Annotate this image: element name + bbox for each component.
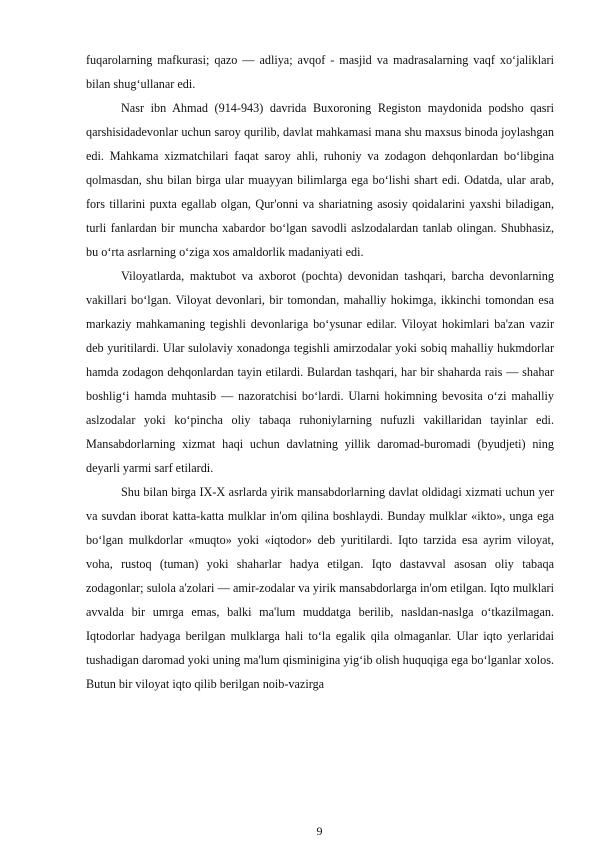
paragraph-continuation: fuqarolarning mafkurasi; qazo — adliya; avqof - masjid va madrasalarning vaqf xo‘jaliklari bilan shug‘ullanar edi.	[86, 53, 554, 91]
document-body	[86, 48, 554, 696]
page-number: 9	[316, 824, 323, 838]
paragraph-iqto: Shu bilan birga IX-X asrlarda yirik mansabdorlarning davlat oldidagi xizmati uchun yer va suvdan iborat katta-katta mulklar in'om qilina boshlaydi. Bunday mulklar «ikto», unga ega bo‘lgan mulkdorlar «muqto» yoki «iqtodor» deb yuritilardi. Iqto tarzida esa ayrim viloyat, voha, rustoq (tuman) yoki shaharlar hadya etilgan. Iqto dastavval asosan oliy tabaqa zodagonlar; sulola a'zolari — amir-zodalar va yirik mansabdorlarga in'om etilgan. Iqto mulklari avvalda bir umrga emas, balki ma'lum muddatga berilib, nasldan-naslga o‘tkazilmagan. Iqtodorlar hadyaga berilgan mulklarga hali to‘la egalik qila olmaganlar. Ular iqto yerlaridai tushadigan daromad yoki uning ma'lum qisminigina yig‘ib olish huquqiga ega bo‘lganlar xolos. Butun bir viloyat iqto qilib berilgan noib-vazirga	[86, 485, 554, 691]
paragraph-nasr-ibn-ahmad: Nasr ibn Ahmad (914-943) davrida Buxoroning Registon maydonida podsho qasri qarshisidadevonlar uchun saroy qurilib, davlat mahkamasi mana shu maxsus binoda joylashgan edi. Mahkama xizmatchilari faqat saroy ahli, ruhoniy va zodagon dehqonlardan bo‘libgina qolmasdan, shu bilan birga ular muayyan bilimlarga ega bo‘lishi shart edi. Odatda, ular arab, fors tillarini puxta egallab olgan, Qur'onni va shariatning asosiy qoidalarini yaxshi biladigan, turli fanlardan bir muncha xabardor bo‘lgan savodli aslzodalardan tanlab olingan. Shubhasiz, bu o‘rta asrlarning o‘ziga xos amaldorlik madaniyati edi.	[86, 101, 554, 259]
paragraph-viloyatlarda: Viloyatlarda, maktubot va axborot (pochta) devonidan tashqari, barcha devonlarning vakillari bo‘lgan. Viloyat devonlari, bir tomondan, mahalliy hokimga, ikkinchi tomondan esa markaziy mahkamaning tegishli devonlariga bo‘ysunar edilar. Viloyat hokimlari ba'zan vazir deb yuritilardi. Ular sulolaviy xonadonga tegishli amirzodalar yoki sobiq mahalliy hukmdorlar hamda zodagon dehqonlardan tayin etilardi. Bulardan tashqari, har bir shaharda rais — shahar boshlig‘i hamda muhtasib — nazoratchisi bo‘lardi. Ularni hokimning bevosita o‘zi mahalliy aslzodalar yoki ko‘pincha oliy tabaqa ruhoniylarning nufuzli vakillaridan tayinlar edi. Mansabdorlarning xizmat haqi uchun davlatning yillik daromad-buromadi (byudjeti) ning deyarli yarmi sarf etilardi.	[86, 269, 554, 475]
